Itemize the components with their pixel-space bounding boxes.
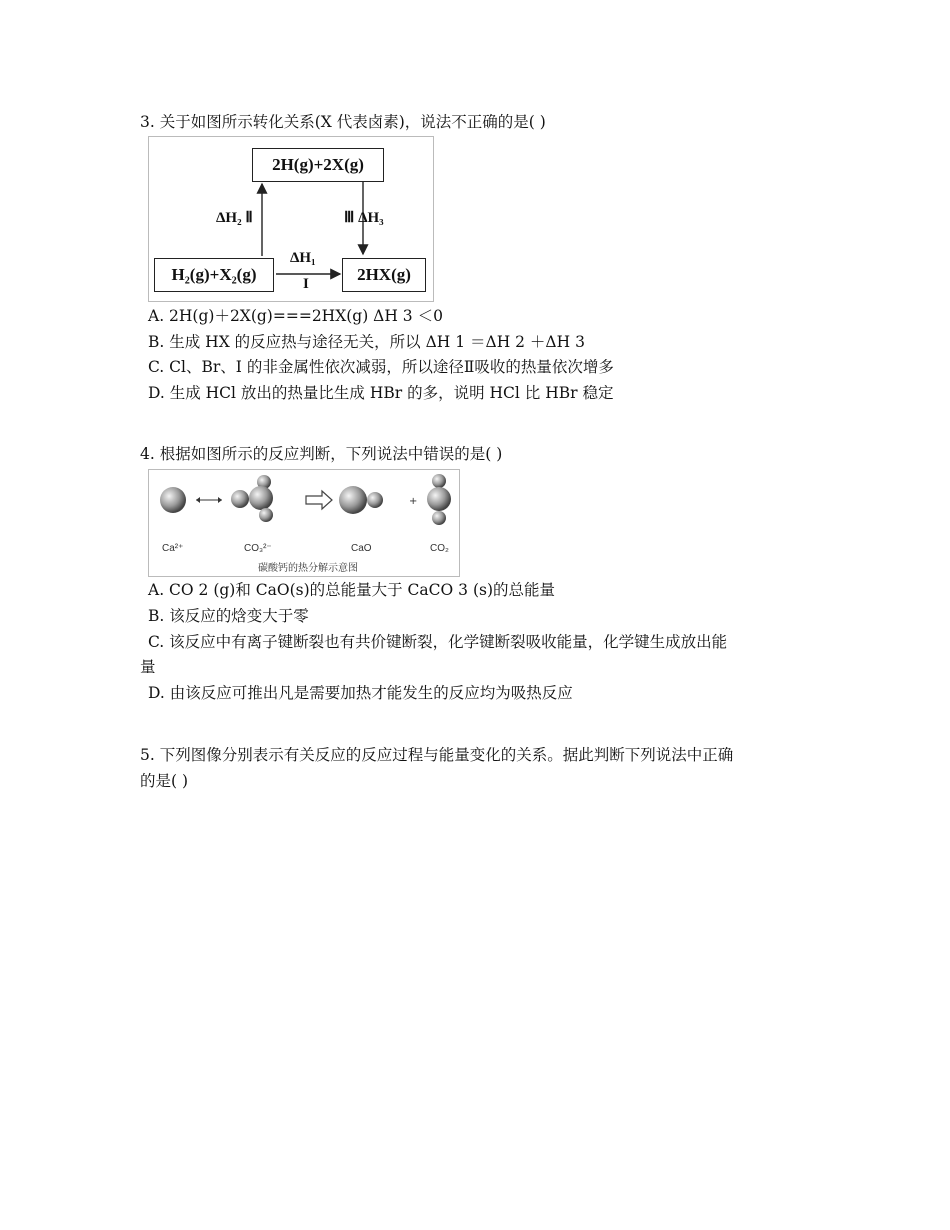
- co2-o-top: [432, 474, 446, 488]
- label-cao: CaO: [351, 543, 372, 554]
- co3-o-bottom: [259, 508, 273, 522]
- label-ca-ion: Ca²⁺: [162, 543, 184, 554]
- label-co3: CO₃²⁻: [244, 543, 272, 554]
- label-path-i: I: [303, 276, 309, 292]
- right-box: 2HX(g): [342, 258, 426, 292]
- cao-ca: [339, 486, 367, 514]
- co2-o-bottom: [432, 511, 446, 525]
- q3-option-b: B. 生成 HX 的反应热与途径无关，所以 ΔH 1 ＝ΔH 2 ＋ΔH 3: [148, 333, 585, 351]
- q4-stem: 4. 根据如图所示的反应判断，下列说法中错误的是( ): [140, 445, 503, 463]
- cao-o: [367, 492, 383, 508]
- plus-sign: +: [409, 496, 418, 507]
- label-delta-h3: Ⅲ ΔH₃: [344, 210, 384, 226]
- reaction-arrow: [306, 491, 332, 509]
- q5-stem-line1: 5. 下列图像分别表示有关反应的反应过程与能量变化的关系。据此判断下列说法中正确: [140, 746, 734, 764]
- q5-stem-line2: 的是( ): [140, 772, 189, 790]
- q3-stem: 3. 关于如图所示转化关系(X 代表卤素)，说法不正确的是( ): [140, 113, 546, 131]
- q4-option-a: A. CO 2 (g)和 CaO(s)的总能量大于 CaCO 3 (s)的总能量: [148, 581, 555, 599]
- ca-ion: [160, 487, 186, 513]
- left-box: H₂(g)+X₂(g): [154, 258, 274, 292]
- co3-o-left: [231, 490, 249, 508]
- co3-c: [249, 486, 273, 510]
- q4-option-c-cont: 量: [140, 658, 156, 676]
- q3-diagram: [148, 136, 434, 302]
- q4-option-d: D. 由该反应可推出凡是需要加热才能发生的反应均为吸热反应: [148, 684, 573, 702]
- top-box: 2H(g)+2X(g): [252, 148, 384, 182]
- figure-caption: 碳酸钙的热分解示意图: [258, 563, 358, 574]
- q4-figure: [148, 469, 460, 577]
- co2-c: [427, 487, 451, 511]
- q3-option-d: D. 生成 HCl 放出的热量比生成 HBr 的多，说明 HCl 比 HBr 稳定: [148, 384, 614, 402]
- label-co2: CO₂: [430, 543, 449, 554]
- q3-option-a: A. 2H(g)＋2X(g)===2HX(g) ΔH 3 ＜0: [148, 307, 443, 325]
- q4-option-c: C. 该反应中有离子键断裂也有共价键断裂，化学键断裂吸收能量，化学键生成放出能: [148, 633, 728, 651]
- label-delta-h1: ΔH₁: [290, 250, 316, 266]
- q4-option-b: B. 该反应的焓变大于零: [148, 607, 309, 625]
- label-delta-h2: ΔH₂ Ⅱ: [216, 210, 253, 226]
- q3-option-c: C. Cl、Br、I 的非金属性依次减弱，所以途径Ⅱ吸收的热量依次增多: [148, 358, 614, 376]
